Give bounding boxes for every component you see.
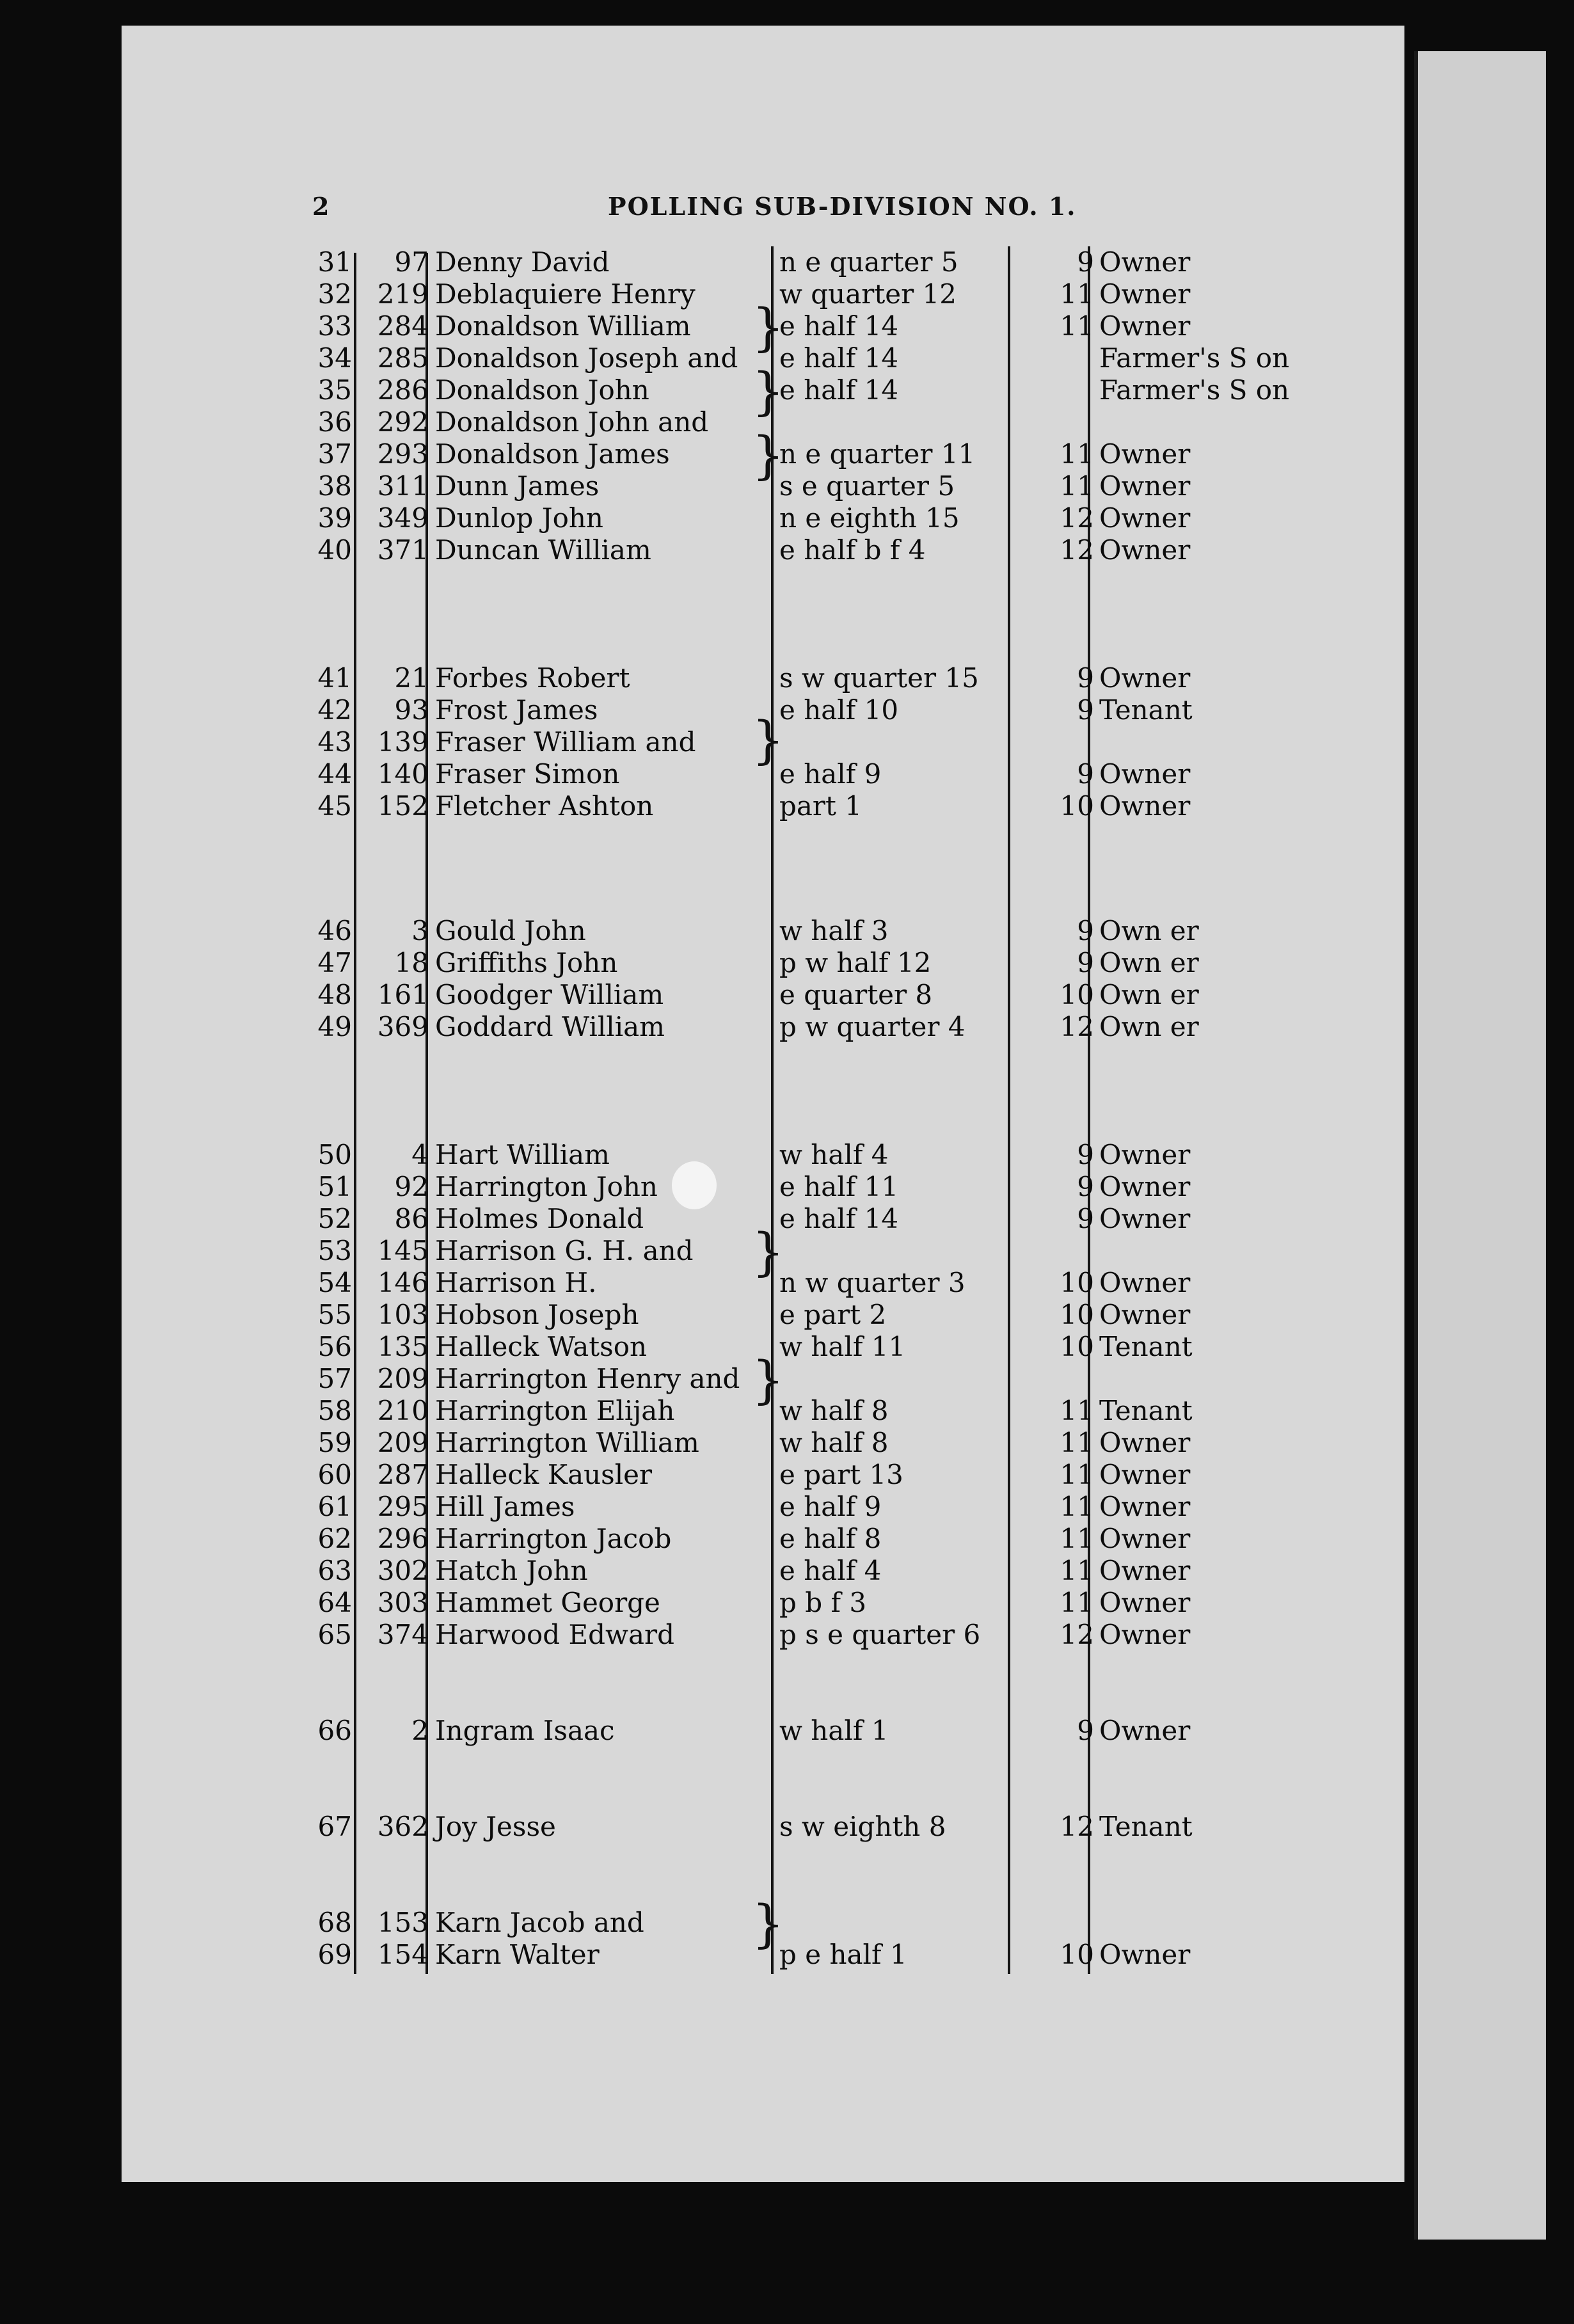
cell-no: 47 (317, 947, 352, 978)
cell-status: Owner (1099, 310, 1191, 342)
cell-no: 32 (317, 278, 352, 310)
cell-concession: 9 (1077, 915, 1094, 946)
cell-assessment: 145 (377, 1235, 429, 1266)
table-row (0, 1587, 1574, 1619)
bracket-glyph: } (752, 1222, 784, 1282)
cell-no: 57 (317, 1363, 352, 1394)
cell-concession: 12 (1060, 1811, 1094, 1842)
cell-status: Own er (1099, 947, 1199, 978)
cell-name: Deblaquiere Henry (435, 278, 696, 310)
cell-lot: e half 8 (779, 1523, 882, 1554)
cell-name: Harrington John (435, 1171, 658, 1202)
cell-no: 53 (317, 1235, 352, 1266)
cell-lot: w half 8 (779, 1395, 889, 1426)
cell-no: 36 (317, 406, 352, 438)
cell-assessment: 140 (377, 758, 429, 790)
table-row (0, 1363, 1574, 1395)
cell-status: Owner (1099, 1203, 1191, 1234)
cell-lot: e half 14 (779, 342, 899, 374)
cell-concession: 11 (1060, 1459, 1094, 1490)
cell-assessment: 371 (377, 534, 429, 566)
cell-assessment: 296 (377, 1523, 429, 1554)
cell-assessment: 362 (377, 1811, 429, 1842)
table-row (0, 1011, 1574, 1043)
cell-concession: 10 (1060, 1331, 1094, 1362)
cell-lot: n e eighth 15 (779, 502, 960, 534)
cell-no: 37 (317, 438, 352, 470)
cell-no: 35 (317, 374, 352, 406)
cell-name: Fletcher Ashton (435, 790, 654, 822)
cell-name: Joy Jesse (435, 1811, 556, 1842)
cell-status: Owner (1099, 1619, 1191, 1650)
cell-no: 48 (317, 979, 352, 1010)
cell-concession: 9 (1077, 694, 1094, 726)
cell-lot: s w quarter 15 (779, 662, 979, 694)
cell-assessment: 2 (411, 1715, 429, 1746)
cell-assessment: 349 (377, 502, 429, 534)
cell-concession: 9 (1077, 246, 1094, 278)
cell-concession: 11 (1060, 1555, 1094, 1586)
cell-concession: 9 (1077, 1171, 1094, 1202)
cell-name: Harrington William (435, 1427, 699, 1458)
cell-name: Donaldson Joseph and (435, 342, 738, 374)
table-row (0, 470, 1574, 502)
cell-name: Gould John (435, 915, 586, 946)
cell-lot: e part 13 (779, 1459, 903, 1490)
cell-concession: 11 (1060, 278, 1094, 310)
cell-name: Harrison G. H. and (435, 1235, 694, 1266)
table-row (0, 1555, 1574, 1587)
cell-lot: w half 4 (779, 1139, 889, 1170)
table-row (0, 1427, 1574, 1459)
cell-no: 31 (317, 246, 352, 278)
cell-assessment: 287 (377, 1459, 429, 1490)
cell-status: Own er (1099, 915, 1199, 946)
cell-status: Owner (1099, 1587, 1191, 1618)
table-row (0, 1907, 1574, 1939)
table-row (0, 1139, 1574, 1171)
cell-no: 49 (317, 1011, 352, 1042)
cell-assessment: 93 (394, 694, 429, 726)
cell-assessment: 153 (377, 1907, 429, 1938)
cell-lot: p s e quarter 6 (779, 1619, 981, 1650)
cell-concession: 12 (1060, 1011, 1094, 1042)
cell-assessment: 209 (377, 1363, 429, 1394)
table-row (0, 246, 1574, 278)
cell-lot: e quarter 8 (779, 979, 933, 1010)
cell-no: 59 (317, 1427, 352, 1458)
cell-assessment: 3 (411, 915, 429, 946)
table-row (0, 1235, 1574, 1267)
cell-lot: part 1 (779, 790, 862, 822)
table-row (0, 1619, 1574, 1651)
table-row (0, 438, 1574, 470)
cell-lot: w half 1 (779, 1715, 889, 1746)
cell-concession: 12 (1060, 1619, 1094, 1650)
cell-no: 52 (317, 1203, 352, 1234)
cell-assessment: 92 (394, 1171, 429, 1202)
cell-assessment: 135 (377, 1331, 429, 1362)
cell-status: Tenant (1099, 1811, 1193, 1842)
cell-name: Harwood Edward (435, 1619, 675, 1650)
cell-concession: 10 (1060, 1299, 1094, 1330)
cell-no: 45 (317, 790, 352, 822)
bracket-glyph: } (752, 710, 784, 770)
cell-name: Fraser Simon (435, 758, 620, 790)
cell-concession: 11 (1060, 438, 1094, 470)
cell-lot: e half b f 4 (779, 534, 926, 566)
cell-assessment: 292 (377, 406, 429, 438)
cell-concession: 11 (1060, 1427, 1094, 1458)
table-row (0, 278, 1574, 310)
cell-status: Owner (1099, 662, 1191, 694)
cell-lot: n e quarter 11 (779, 438, 976, 470)
cell-no: 43 (317, 726, 352, 758)
cell-lot: s e quarter 5 (779, 470, 955, 502)
cell-name: Donaldson William (435, 310, 691, 342)
cell-name: Harrington Jacob (435, 1523, 672, 1554)
cell-status: Owner (1099, 1939, 1191, 1970)
cell-name: Halleck Kausler (435, 1459, 653, 1490)
cell-status: Owner (1099, 758, 1191, 790)
cell-lot: p w half 12 (779, 947, 932, 978)
cell-status: Tenant (1099, 694, 1193, 726)
cell-concession: 12 (1060, 534, 1094, 566)
table-row (0, 790, 1574, 822)
cell-concession: 10 (1060, 1267, 1094, 1298)
cell-status: Owner (1099, 1139, 1191, 1170)
cell-concession: 11 (1060, 470, 1094, 502)
cell-no: 61 (317, 1491, 352, 1522)
cell-concession: 9 (1077, 1715, 1094, 1746)
cell-lot: p w quarter 4 (779, 1011, 966, 1042)
cell-concession: 9 (1077, 947, 1094, 978)
cell-name: Duncan William (435, 534, 651, 566)
cell-status: Farmer's S on (1099, 342, 1290, 374)
table-row (0, 1523, 1574, 1555)
cell-status: Owner (1099, 1299, 1191, 1330)
cell-name: Goodger William (435, 979, 664, 1010)
cell-name: Donaldson James (435, 438, 670, 470)
table-row (0, 1459, 1574, 1491)
cell-name: Hobson Joseph (435, 1299, 639, 1330)
bracket-glyph: } (752, 426, 784, 485)
cell-status: Owner (1099, 438, 1191, 470)
cell-status: Owner (1099, 1459, 1191, 1490)
cell-concession: 9 (1077, 1203, 1094, 1234)
bracket-glyph: } (752, 362, 784, 421)
cell-concession: 9 (1077, 758, 1094, 790)
cell-assessment: 154 (377, 1939, 429, 1970)
bracket-glyph: } (752, 298, 784, 357)
table-row (0, 534, 1574, 566)
cell-no: 66 (317, 1715, 352, 1746)
bracket-glyph: } (752, 1350, 784, 1410)
cell-name: Halleck Watson (435, 1331, 648, 1362)
cell-assessment: 152 (377, 790, 429, 822)
cell-lot: w half 3 (779, 915, 889, 946)
cell-concession: 11 (1060, 1587, 1094, 1618)
cell-name: Hart William (435, 1139, 610, 1170)
cell-status: Owner (1099, 1427, 1191, 1458)
cell-concession: 12 (1060, 502, 1094, 534)
cell-status: Owner (1099, 1171, 1191, 1202)
cell-no: 34 (317, 342, 352, 374)
cell-name: Frost James (435, 694, 598, 726)
cell-lot: n e quarter 5 (779, 246, 958, 278)
cell-no: 62 (317, 1523, 352, 1554)
cell-concession: 9 (1077, 1139, 1094, 1170)
cell-concession: 11 (1060, 1395, 1094, 1426)
cell-name: Donaldson John (435, 374, 649, 406)
cell-lot: p e half 1 (779, 1939, 907, 1970)
cell-no: 50 (317, 1139, 352, 1170)
cell-status: Owner (1099, 534, 1191, 566)
table-row (0, 1203, 1574, 1235)
table-row (0, 1715, 1574, 1747)
cell-status: Owner (1099, 1523, 1191, 1554)
cell-assessment: 303 (377, 1587, 429, 1618)
cell-assessment: 285 (377, 342, 429, 374)
cell-no: 40 (317, 534, 352, 566)
cell-name: Donaldson John and (435, 406, 709, 438)
cell-name: Harrison H. (435, 1267, 597, 1298)
cell-assessment: 209 (377, 1427, 429, 1458)
cell-status: Own er (1099, 1011, 1199, 1042)
table-row (0, 1395, 1574, 1427)
table-row (0, 1811, 1574, 1843)
bracket-glyph: } (752, 1894, 784, 1954)
cell-lot: p b f 3 (779, 1587, 867, 1618)
cell-status: Owner (1099, 246, 1191, 278)
table-row (0, 694, 1574, 726)
cell-lot: w half 8 (779, 1427, 889, 1458)
cell-assessment: 286 (377, 374, 429, 406)
cell-lot: n w quarter 3 (779, 1267, 966, 1298)
cell-assessment: 139 (377, 726, 429, 758)
cell-concession: 10 (1060, 790, 1094, 822)
cell-concession: 11 (1060, 310, 1094, 342)
table-row (0, 1939, 1574, 1971)
cell-assessment: 210 (377, 1395, 429, 1426)
cell-no: 69 (317, 1939, 352, 1970)
cell-no: 42 (317, 694, 352, 726)
cell-status: Owner (1099, 470, 1191, 502)
cell-name: Dunlop John (435, 502, 603, 534)
cell-status: Farmer's S on (1099, 374, 1290, 406)
cell-no: 58 (317, 1395, 352, 1426)
cell-assessment: 369 (377, 1011, 429, 1042)
cell-lot: e part 2 (779, 1299, 887, 1330)
cell-assessment: 103 (377, 1299, 429, 1330)
cell-status: Owner (1099, 790, 1191, 822)
cell-assessment: 86 (394, 1203, 429, 1234)
cell-no: 56 (317, 1331, 352, 1362)
cell-name: Goddard William (435, 1011, 665, 1042)
cell-no: 55 (317, 1299, 352, 1330)
cell-assessment: 284 (377, 310, 429, 342)
cell-assessment: 161 (377, 979, 429, 1010)
table-row (0, 502, 1574, 534)
cell-assessment: 311 (377, 470, 429, 502)
cell-status: Owner (1099, 1715, 1191, 1746)
table-row (0, 758, 1574, 790)
cell-name: Karn Walter (435, 1939, 600, 1970)
cell-status: Owner (1099, 1267, 1191, 1298)
cell-no: 41 (317, 662, 352, 694)
cell-assessment: 21 (394, 662, 429, 694)
cell-no: 46 (317, 915, 352, 946)
table-row (0, 310, 1574, 342)
cell-name: Forbes Robert (435, 662, 630, 694)
cell-no: 39 (317, 502, 352, 534)
cell-lot: e half 9 (779, 758, 882, 790)
cell-lot: e half 4 (779, 1555, 882, 1586)
cell-assessment: 293 (377, 438, 429, 470)
cell-assessment: 97 (394, 246, 429, 278)
cell-name: Holmes Donald (435, 1203, 644, 1234)
table-row (0, 1331, 1574, 1363)
cell-no: 54 (317, 1267, 352, 1298)
cell-no: 51 (317, 1171, 352, 1202)
table-row (0, 662, 1574, 694)
cell-lot: e half 11 (779, 1171, 899, 1202)
table-row (0, 1491, 1574, 1523)
cell-name: Harrington Elijah (435, 1395, 675, 1426)
cell-assessment: 219 (377, 278, 429, 310)
cell-no: 44 (317, 758, 352, 790)
cell-assessment: 4 (411, 1139, 429, 1170)
cell-name: Hill James (435, 1491, 575, 1522)
table-row (0, 915, 1574, 947)
page-title: POLLING SUB-DIVISION NO. 1. (608, 192, 1077, 221)
cell-name: Griffiths John (435, 947, 618, 978)
cell-name: Hatch John (435, 1555, 588, 1586)
cell-no: 68 (317, 1907, 352, 1938)
cell-name: Ingram Isaac (435, 1715, 615, 1746)
cell-name: Harrington Henry and (435, 1363, 740, 1394)
cell-no: 63 (317, 1555, 352, 1586)
cell-concession: 9 (1077, 662, 1094, 694)
cell-name: Dunn James (435, 470, 600, 502)
cell-status: Owner (1099, 502, 1191, 534)
table-row (0, 979, 1574, 1011)
cell-concession: 11 (1060, 1523, 1094, 1554)
cell-status: Owner (1099, 1555, 1191, 1586)
cell-assessment: 374 (377, 1619, 429, 1650)
cell-status: Own er (1099, 979, 1199, 1010)
table-row (0, 1267, 1574, 1299)
cell-name: Hammet George (435, 1587, 660, 1618)
cell-assessment: 18 (394, 947, 429, 978)
cell-no: 67 (317, 1811, 352, 1842)
cell-assessment: 302 (377, 1555, 429, 1586)
cell-no: 65 (317, 1619, 352, 1650)
cell-assessment: 295 (377, 1491, 429, 1522)
cell-no: 64 (317, 1587, 352, 1618)
table-row (0, 726, 1574, 758)
table-row (0, 1299, 1574, 1331)
cell-assessment: 146 (377, 1267, 429, 1298)
cell-concession: 10 (1060, 979, 1094, 1010)
cell-status: Tenant (1099, 1331, 1193, 1362)
table-row (0, 947, 1574, 979)
table-row (0, 406, 1574, 438)
cell-name: Denny David (435, 246, 610, 278)
cell-lot: e half 14 (779, 374, 899, 406)
cell-no: 38 (317, 470, 352, 502)
cell-name: Fraser William and (435, 726, 696, 758)
table-row (0, 374, 1574, 406)
page-number: 2 (312, 192, 331, 221)
cell-status: Owner (1099, 278, 1191, 310)
cell-lot: s w eighth 8 (779, 1811, 946, 1842)
cell-concession: 11 (1060, 1491, 1094, 1522)
cell-lot: e half 9 (779, 1491, 882, 1522)
table-row (0, 342, 1574, 374)
cell-concession: 10 (1060, 1939, 1094, 1970)
cell-no: 33 (317, 310, 352, 342)
cell-lot: w half 11 (779, 1331, 906, 1362)
cell-status: Owner (1099, 1491, 1191, 1522)
cell-name: Karn Jacob and (435, 1907, 644, 1938)
cell-lot: w quarter 12 (779, 278, 957, 310)
cell-status: Tenant (1099, 1395, 1193, 1426)
cell-no: 60 (317, 1459, 352, 1490)
cell-lot: e half 10 (779, 694, 899, 726)
cell-lot: e half 14 (779, 1203, 899, 1234)
table-row (0, 1171, 1574, 1203)
cell-lot: e half 14 (779, 310, 899, 342)
